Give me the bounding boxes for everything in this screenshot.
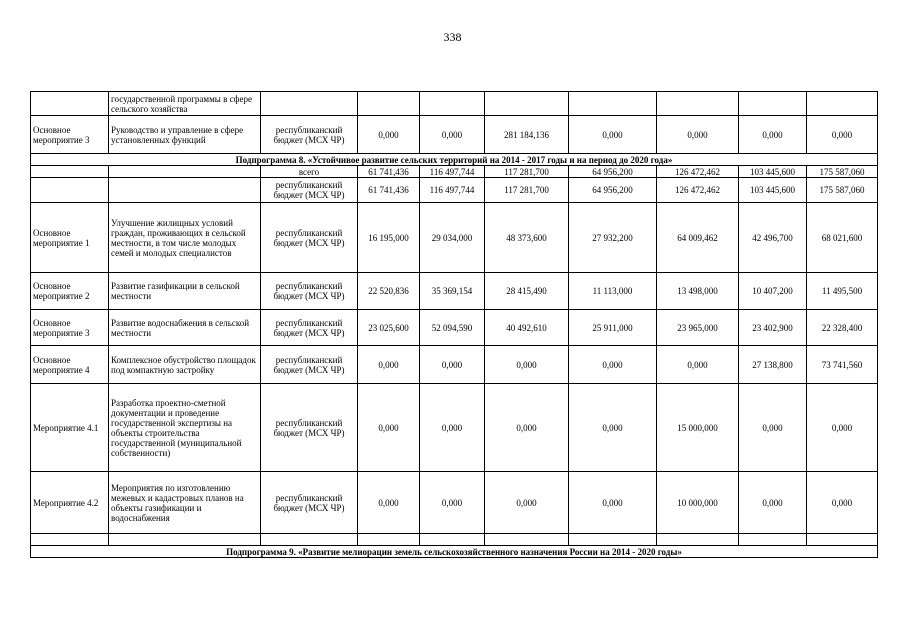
value-cell: 23 965,000 (657, 310, 739, 346)
event-name: Руководство и управление в сфере установленных функций (109, 116, 261, 154)
event-label: Основное мероприятие 1 (31, 203, 109, 273)
funding-source: республиканский бюджет (МСХ ЧР) (261, 178, 358, 203)
funding-source: республиканский бюджет (МСХ ЧР) (261, 310, 358, 346)
value-cell: 23 402,900 (739, 310, 807, 346)
table-row (31, 384, 878, 472)
value-cell: 117 281,700 (485, 178, 569, 203)
table-row (31, 166, 878, 178)
table-row (31, 178, 878, 203)
value-cell: 0,000 (485, 472, 569, 534)
funding-source: всего (261, 166, 358, 178)
event-name: Комплексное обустройство площадок под компактную застройку (109, 346, 261, 384)
funding-source: республиканский бюджет (МСХ ЧР) (261, 203, 358, 273)
value-cell: 0,000 (807, 116, 878, 154)
page-number: 338 (443, 30, 462, 44)
subprogram-header-row (31, 546, 878, 558)
value-cell: 126 472,462 (657, 166, 739, 178)
empty-cell (420, 534, 485, 546)
value-cell: 64 956,200 (569, 178, 657, 203)
table-body (31, 92, 878, 558)
funding-source: республиканский бюджет (МСХ ЧР) (261, 472, 358, 534)
empty-cell (485, 534, 569, 546)
table-row (31, 92, 878, 116)
empty-cell (485, 92, 569, 116)
value-cell: 0,000 (420, 116, 485, 154)
value-cell: 0,000 (358, 346, 420, 384)
value-cell: 0,000 (657, 116, 739, 154)
table-row (31, 534, 878, 546)
value-cell: 0,000 (657, 346, 739, 384)
value-cell: 64 009,462 (657, 203, 739, 273)
value-cell: 73 741,560 (807, 346, 878, 384)
empty-cell (31, 92, 109, 116)
empty-cell (109, 534, 261, 546)
value-cell: 0,000 (358, 384, 420, 472)
empty-cell (807, 534, 878, 546)
value-cell: 0,000 (485, 346, 569, 384)
budget-table (30, 91, 878, 558)
subprogram-header-row (31, 154, 878, 166)
value-cell: 22 328,400 (807, 310, 878, 346)
value-cell: 52 094,590 (420, 310, 485, 346)
table-row (31, 203, 878, 273)
table-row (31, 273, 878, 310)
event-label: Основное мероприятие 3 (31, 310, 109, 346)
value-cell: 22 520,836 (358, 273, 420, 310)
empty-cell (420, 92, 485, 116)
value-cell: 117 281,700 (485, 166, 569, 178)
event-label: Мероприятие 4.1 (31, 384, 109, 472)
value-cell: 175 587,060 (807, 178, 878, 203)
event-label: Основное мероприятие 2 (31, 273, 109, 310)
empty-cell (31, 178, 109, 203)
table-row (31, 346, 878, 384)
empty-cell (358, 534, 420, 546)
funding-source: республиканский бюджет (МСХ ЧР) (261, 273, 358, 310)
empty-cell (358, 92, 420, 116)
value-cell: 0,000 (420, 346, 485, 384)
value-cell: 61 741,436 (358, 166, 420, 178)
event-label: Основное мероприятие 4 (31, 346, 109, 384)
value-cell: 126 472,462 (657, 178, 739, 203)
value-cell: 0,000 (569, 384, 657, 472)
value-cell: 23 025,600 (358, 310, 420, 346)
value-cell: 116 497,744 (420, 178, 485, 203)
event-name: Развитие газификации в сельской местности (109, 273, 261, 310)
event-name: Мероприятия по изготовлению межевых и кадастровых планов на объекты газификации и водоснабжения (109, 472, 261, 534)
empty-cell (109, 166, 261, 178)
value-cell: 11 495,500 (807, 273, 878, 310)
value-cell: 68 021,600 (807, 203, 878, 273)
empty-cell (807, 92, 878, 116)
value-cell: 48 373,600 (485, 203, 569, 273)
table-row (31, 472, 878, 534)
empty-cell (31, 166, 109, 178)
event-label: Мероприятие 4.2 (31, 472, 109, 534)
value-cell: 64 956,200 (569, 166, 657, 178)
value-cell: 0,000 (739, 384, 807, 472)
empty-cell (109, 178, 261, 203)
value-cell: 103 445,600 (739, 178, 807, 203)
value-cell: 0,000 (420, 384, 485, 472)
value-cell: 0,000 (739, 116, 807, 154)
value-cell: 15 000,000 (657, 384, 739, 472)
empty-cell (657, 534, 739, 546)
value-cell: 28 415,490 (485, 273, 569, 310)
value-cell: 281 184,136 (485, 116, 569, 154)
value-cell: 10 407,200 (739, 273, 807, 310)
value-cell: 0,000 (569, 472, 657, 534)
value-cell: 0,000 (807, 384, 878, 472)
table-row (31, 116, 878, 154)
value-cell: 0,000 (807, 472, 878, 534)
value-cell: 61 741,436 (358, 178, 420, 203)
event-name: государственной программы в сфере сельского хозяйства (109, 92, 261, 116)
value-cell: 25 911,000 (569, 310, 657, 346)
value-cell: 0,000 (739, 472, 807, 534)
empty-cell (261, 92, 358, 116)
value-cell: 0,000 (569, 116, 657, 154)
value-cell: 11 113,000 (569, 273, 657, 310)
value-cell: 116 497,744 (420, 166, 485, 178)
value-cell: 42 496,700 (739, 203, 807, 273)
empty-cell (261, 534, 358, 546)
event-name: Развитие водоснабжения в сельской местности (109, 310, 261, 346)
value-cell: 29 034,000 (420, 203, 485, 273)
value-cell: 35 369,154 (420, 273, 485, 310)
value-cell: 175 587,060 (807, 166, 878, 178)
empty-cell (739, 92, 807, 116)
value-cell: 0,000 (358, 472, 420, 534)
value-cell: 0,000 (358, 116, 420, 154)
value-cell: 16 195,000 (358, 203, 420, 273)
value-cell: 10 000,000 (657, 472, 739, 534)
value-cell: 27 932,200 (569, 203, 657, 273)
value-cell: 103 445,600 (739, 166, 807, 178)
subprogram-8-title: Подпрограмма 8. «Устойчивое развитие сельских территорий на 2014 - 2017 годы и на период до 2020 года» (31, 154, 878, 166)
empty-cell (569, 92, 657, 116)
funding-source: республиканский бюджет (МСХ ЧР) (261, 384, 358, 472)
event-name: Разработка проектно-сметной документации и проведение государственной экспертизы на объекты строительства государственной (муниципальной собственности) (109, 384, 261, 472)
empty-cell (31, 534, 109, 546)
subprogram-9-title: Подпрограмма 9. «Развитие мелиорации земель сельскохозяйственного назначения России на 2014 - 2020 годы» (31, 546, 878, 558)
value-cell: 0,000 (485, 384, 569, 472)
funding-source: республиканский бюджет (МСХ ЧР) (261, 116, 358, 154)
funding-source: республиканский бюджет (МСХ ЧР) (261, 346, 358, 384)
empty-cell (657, 92, 739, 116)
event-name: Улучшение жилищных условий граждан, проживающих в сельской местности, в том числе молодых семей и молодых специалистов (109, 203, 261, 273)
empty-cell (739, 534, 807, 546)
table-row (31, 310, 878, 346)
value-cell: 27 138,800 (739, 346, 807, 384)
value-cell: 0,000 (420, 472, 485, 534)
event-label: Основное мероприятие 3 (31, 116, 109, 154)
value-cell: 13 498,000 (657, 273, 739, 310)
value-cell: 40 492,610 (485, 310, 569, 346)
empty-cell (569, 534, 657, 546)
value-cell: 0,000 (569, 346, 657, 384)
